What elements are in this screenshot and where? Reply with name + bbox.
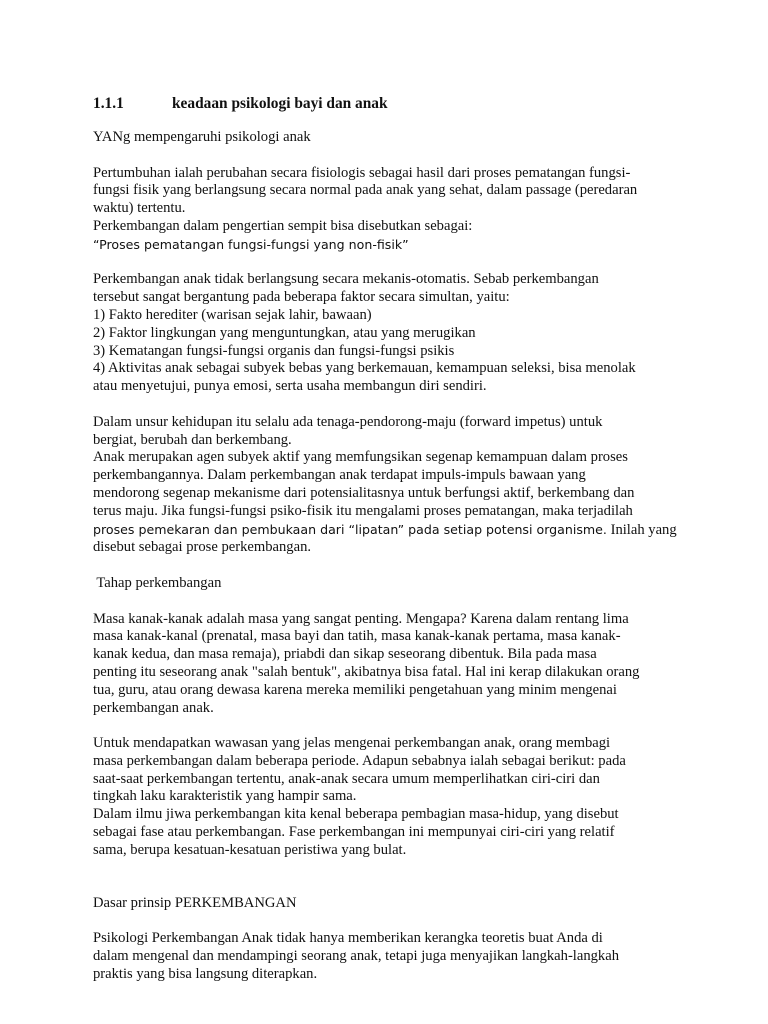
quote-line: “Proses pematangan fungsi-fungsi yang non-fisik” bbox=[93, 236, 409, 252]
section-title-stages: Tahap perkembangan bbox=[93, 574, 222, 591]
section-heading bbox=[93, 95, 693, 113]
paragraph-development-factors: Perkembangan anak tidak berlangsung secara mekanis-otomatis. Sebab perkembangan tersebut sangat bergantung pada beberapa faktor secara simultan, yaitu: 1) Fakto herediter (warisan sejak lahir, bawaan) 2) Faktor lingkungan yang menguntungkan, atau yang merugikan 3) Kematangan fungsi-fungsi organis dan fungsi-fungsi psikis 4) Aktivitas anak sebagai subyek bebas yang berkemauan, kemampuan seleksi, bisa menolak atau menyetujui, punya emosi, serta usaha membangun diri sendiri. bbox=[93, 271, 693, 396]
subtitle: YANg mempengaruhi psikologi anak bbox=[93, 129, 311, 145]
section-title-principles: Dasar prinsip PERKEMBANGAN bbox=[93, 894, 297, 911]
paragraph-forward-impetus: Dalam unsur kehidupan itu selalu ada tenaga-pendorong-maju (forward impetus) untuk bergiat, berubah dan berkembang. Anak merupakan agen subyek aktif yang memfungsikan segenap kemampuan dalam proses perkembangannya. Dalam perkembangan anak terdapat impuls-impuls bawaan yang mendorong segenap mekanisme dari potensialitasnya untuk berfungsi aktif, berkembang dan terus maju. Jika fungsi-fungsi psiko-fisik itu mengalami proses pematangan, maka terjadilah proses pemekaran dan pembukaan dari “lipatan” pada setiap potensi organisme. Inilah yang disebut sebagai prose perkembangan. bbox=[93, 413, 677, 556]
paragraph-psychology-framework: Psikologi Perkembangan Anak tidak hanya memberikan kerangka teoretis buat Anda di dalam mengenal dan mendampingi seorang anak, tetapi juga menyajikan langkah-langkah praktis yang bisa langsung diterapkan. bbox=[93, 930, 620, 982]
list-item: 1) Fakto herediter (warisan sejak lahir, bawaan) bbox=[93, 306, 372, 323]
paragraph-growth-definition: Pertumbuhan ialah perubahan secara fisiologis sebagai hasil dari proses pematangan fungsi- fungsi fisik yang berlangsung secara normal pada anak yang sehat, dalam passage (peredaran waktu) tertentu. Perkembangan dalam pengertian sempit bisa disebutkan sebagai: “Proses pematangan fungsi-fungsi yang non-fisik” bbox=[93, 165, 693, 254]
paragraph-childhood-importance: Masa kanak-kanak adalah masa yang sangat penting. Mengapa? Karena dalam rentang lima masa kanak-kanal (prenatal, masa bayi dan tatih, masa kanak-kanak pertama, masa kanak- kanak kedua, dan masa remaja), priabdi dan sikap seseorang dibentuk. Bila pada masa penting itu seseorang anak "salah bentuk", akibatnya bisa fatal. Hal ini kerap dilakukan orang tua, guru, atau orang dewasa karena mereka memiliki pengetahuan yang minim mengenai perkembangan anak. bbox=[93, 610, 640, 716]
list-item: 4) Aktivitas anak sebagai subyek bebas yang berkemauan, kemampuan seleksi, bisa menolak bbox=[93, 360, 636, 377]
heading-number: 1.1.1 bbox=[93, 95, 124, 112]
heading-title: keadaan psikologi bayi dan anak bbox=[172, 95, 388, 112]
list-item: 3) Kematangan fungsi-fungsi organis dan fungsi-fungsi psikis bbox=[93, 342, 455, 359]
document-page bbox=[93, 95, 693, 984]
paragraph-development-periods: Untuk mendapatkan wawasan yang jelas mengenai perkembangan anak, orang membagi masa perkembangan dalam beberapa periode. Adapun sebabnya ialah sebagai berikut: pada saat-saat perkembangan tertentu, anak-anak secara umum memperlihatkan ciri-ciri dan tingkah laku karakteristik yang hampir sama. Dalam ilmu jiwa perkembangan kita kenal beberapa pembagian masa-hidup, yang disebut sebagai fase atau perkembangan. Fase perkembangan ini mempunyai ciri-ciri yang relatif sama, berupa kesatuan-kesatuan peristiwa yang bulat. bbox=[93, 735, 626, 858]
list-item: 2) Faktor lingkungan yang menguntungkan, atau yang merugikan bbox=[93, 324, 476, 341]
